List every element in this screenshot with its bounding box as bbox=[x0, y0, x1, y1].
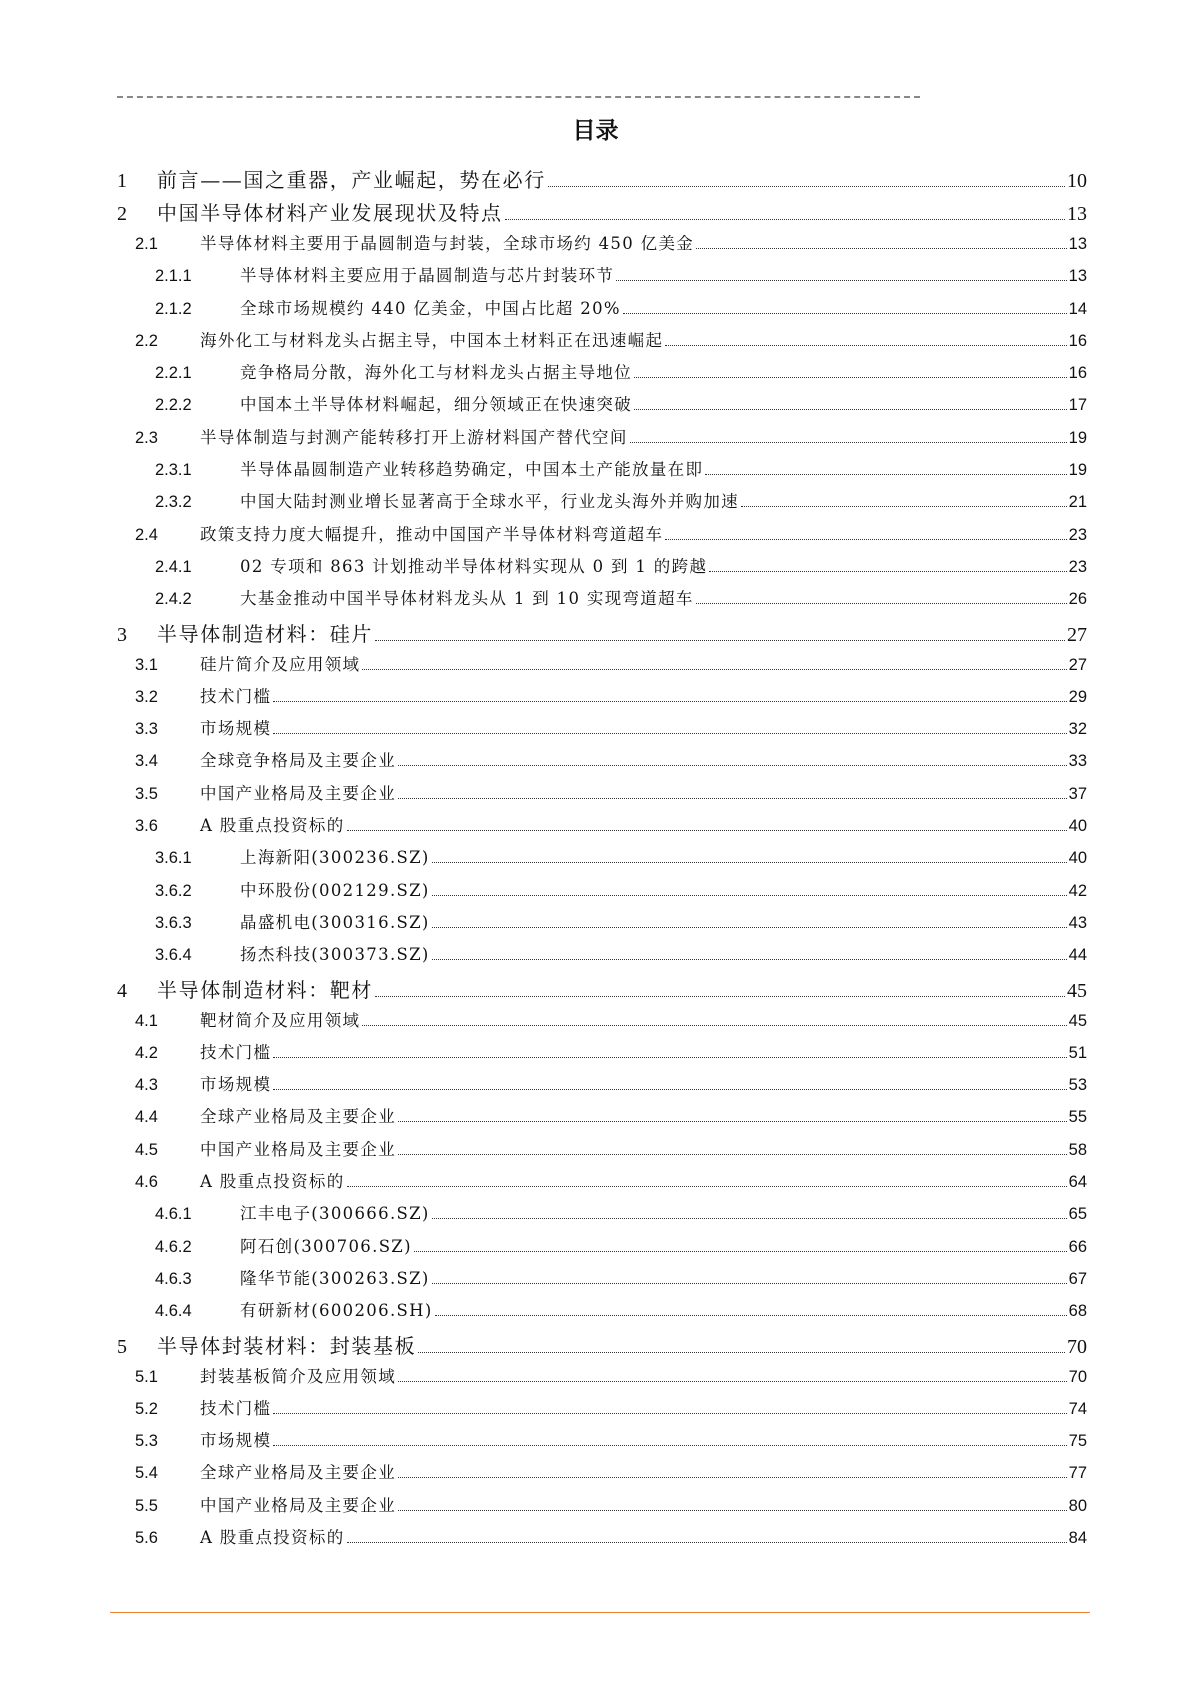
toc-entry-title: 大基金推动中国半导体材料龙头从 1 到 10 实现弯道超车 bbox=[240, 589, 694, 609]
toc-entry-title: 海外化工与材料龙头占据主导，中国本土材料正在迅速崛起 bbox=[200, 330, 664, 350]
toc-entry-title: 技术门槛 bbox=[200, 686, 272, 706]
toc-entry-number: 4.6.2 bbox=[155, 1237, 192, 1256]
toc-entry-number: 4.6 bbox=[135, 1173, 158, 1192]
toc-entry-title: 中环股份(002129.SZ) bbox=[240, 880, 430, 900]
toc-entry-title: 全球市场规模约 440 亿美金，中国占比超 20% bbox=[240, 298, 621, 318]
toc-dot-leader bbox=[362, 669, 1066, 670]
toc-entry-page: 42 bbox=[1068, 881, 1087, 900]
toc-entry-title: 中国产业格局及主要企业 bbox=[200, 1495, 397, 1515]
toc-entry-number: 2 bbox=[117, 203, 127, 225]
toc-entry-title: 全球产业格局及主要企业 bbox=[200, 1107, 397, 1127]
toc-entry[interactable] bbox=[117, 1363, 1087, 1395]
toc-entry-page: 17 bbox=[1068, 396, 1087, 415]
toc-entry-page: 19 bbox=[1068, 461, 1087, 480]
toc-entry-title: A 股重点投资标的 bbox=[200, 1527, 345, 1547]
toc-entry-number: 5.5 bbox=[135, 1496, 158, 1515]
toc-dot-leader bbox=[435, 1315, 1067, 1316]
toc-entry[interactable] bbox=[117, 780, 1087, 812]
toc-entry-number: 5.2 bbox=[135, 1399, 158, 1418]
toc-entry-number: 5.1 bbox=[135, 1367, 158, 1386]
toc-dot-leader bbox=[414, 1251, 1067, 1252]
toc-entry-page: 37 bbox=[1068, 784, 1087, 803]
toc-entry-number: 4.2 bbox=[135, 1043, 158, 1062]
toc-entry-title: 竞争格局分散，海外化工与材料龙头占据主导地位 bbox=[240, 363, 633, 383]
toc-entry[interactable] bbox=[117, 1103, 1087, 1135]
toc-entry-number: 4.3 bbox=[135, 1076, 158, 1095]
toc-entry[interactable] bbox=[117, 1459, 1087, 1491]
toc-entry-number: 5.3 bbox=[135, 1432, 158, 1451]
toc-entry-number: 2.3.2 bbox=[155, 493, 192, 512]
toc-entry-number: 3.6.3 bbox=[155, 913, 192, 932]
toc-entry-number: 2.1.1 bbox=[155, 267, 192, 286]
toc-entry[interactable] bbox=[117, 877, 1087, 909]
toc-entry[interactable] bbox=[117, 683, 1087, 715]
toc-entry-number: 2.3.1 bbox=[155, 461, 192, 480]
toc-entry-title: 阿石创(300706.SZ) bbox=[240, 1236, 412, 1256]
header-dashed-rule bbox=[117, 96, 920, 98]
toc-entry-title: 隆华节能(300263.SZ) bbox=[240, 1268, 430, 1288]
toc-entry-title: A 股重点投资标的 bbox=[200, 1172, 345, 1192]
toc-entry-title: 半导体制造材料：硅片 bbox=[157, 621, 373, 646]
toc-entry-page: 19 bbox=[1068, 428, 1087, 447]
toc-entry[interactable] bbox=[117, 1524, 1087, 1556]
toc-entry-title: 半导体材料主要用于晶圆制造与封装，全球市场约 450 亿美金 bbox=[200, 234, 695, 253]
toc-entry-page: 74 bbox=[1068, 1399, 1087, 1418]
toc-entry-title: 市场规模 bbox=[200, 1075, 272, 1095]
toc-entry-page: 40 bbox=[1068, 849, 1087, 868]
toc-dot-leader bbox=[273, 1057, 1066, 1058]
toc-entry-page: 65 bbox=[1068, 1205, 1087, 1224]
toc-entry-page: 43 bbox=[1068, 913, 1087, 932]
toc-entry-title: 半导体封装材料：封装基板 bbox=[157, 1333, 417, 1358]
table-of-contents bbox=[117, 164, 1087, 1556]
toc-entry-page: 45 bbox=[1067, 979, 1087, 1002]
toc-entry-page: 77 bbox=[1068, 1464, 1087, 1483]
toc-entry-title: 半导体制造与封测产能转移打开上游材料国产替代空间 bbox=[200, 427, 628, 447]
toc-entry-number: 2.4 bbox=[135, 525, 158, 544]
toc-entry-title: 半导体晶圆制造产业转移趋势确定，中国本土产能放量在即 bbox=[240, 460, 704, 480]
toc-entry-page: 67 bbox=[1068, 1269, 1087, 1288]
toc-dot-leader bbox=[375, 996, 1065, 997]
toc-entry-page: 13 bbox=[1068, 235, 1087, 253]
toc-dot-leader bbox=[709, 571, 1066, 572]
toc-entry-number: 3.1 bbox=[135, 655, 158, 674]
toc-entry[interactable] bbox=[117, 456, 1087, 488]
toc-entry[interactable] bbox=[117, 1071, 1087, 1103]
toc-entry-title: 中国半导体材料产业发展现状及特点 bbox=[157, 201, 503, 225]
toc-dot-leader bbox=[665, 539, 1066, 540]
toc-dot-leader bbox=[347, 830, 1067, 831]
toc-dot-leader bbox=[398, 1477, 1067, 1478]
toc-entry-title: 半导体材料主要应用于晶圆制造与芯片封装环节 bbox=[240, 266, 615, 286]
toc-entry-number: 4.6.4 bbox=[155, 1302, 192, 1321]
toc-dot-leader bbox=[696, 248, 1067, 249]
toc-dot-leader bbox=[398, 798, 1067, 799]
toc-entry-page: 45 bbox=[1068, 1011, 1087, 1030]
toc-dot-leader bbox=[398, 1510, 1067, 1511]
toc-dot-leader bbox=[362, 1025, 1066, 1026]
toc-entry-page: 68 bbox=[1068, 1302, 1087, 1321]
toc-dot-leader bbox=[634, 377, 1067, 378]
toc-entry-page: 23 bbox=[1068, 525, 1087, 544]
toc-entry-title: 市场规模 bbox=[200, 1431, 272, 1451]
toc-entry-page: 84 bbox=[1068, 1528, 1087, 1547]
toc-entry[interactable] bbox=[117, 488, 1087, 520]
toc-dot-leader bbox=[634, 409, 1067, 410]
toc-entry-number: 3.3 bbox=[135, 720, 158, 739]
toc-entry-number: 3.4 bbox=[135, 752, 158, 771]
toc-dot-leader bbox=[398, 1154, 1067, 1155]
toc-entry-page: 58 bbox=[1068, 1140, 1087, 1159]
toc-entry-page: 10 bbox=[1067, 170, 1087, 192]
toc-entry-title: 中国大陆封测业增长显著高于全球水平，行业龙头海外并购加速 bbox=[240, 492, 739, 512]
toc-entry[interactable] bbox=[117, 327, 1087, 359]
toc-entry[interactable] bbox=[117, 295, 1087, 327]
toc-entry[interactable] bbox=[117, 359, 1087, 391]
toc-entry-page: 27 bbox=[1068, 655, 1087, 674]
toc-entry-page: 13 bbox=[1067, 203, 1087, 225]
toc-entry-page: 55 bbox=[1068, 1108, 1087, 1127]
toc-entry-number: 2.1.2 bbox=[155, 299, 192, 318]
toc-entry[interactable] bbox=[117, 230, 1087, 262]
toc-entry-number: 4.1 bbox=[135, 1011, 158, 1030]
toc-dot-leader bbox=[623, 313, 1067, 314]
toc-entry-page: 29 bbox=[1068, 687, 1087, 706]
toc-entry-title: 全球产业格局及主要企业 bbox=[200, 1463, 397, 1483]
toc-dot-leader bbox=[432, 862, 1067, 863]
toc-entry-title: 上海新阳(300236.SZ) bbox=[240, 848, 430, 868]
toc-dot-leader bbox=[273, 733, 1066, 734]
toc-entry-page: 26 bbox=[1068, 590, 1087, 609]
toc-dot-leader bbox=[665, 345, 1066, 346]
toc-dot-leader bbox=[273, 1445, 1066, 1446]
toc-entry-number: 3.6.4 bbox=[155, 946, 192, 965]
toc-entry[interactable] bbox=[117, 715, 1087, 747]
toc-entry-page: 44 bbox=[1068, 946, 1087, 965]
page-title: 目录 bbox=[572, 117, 619, 144]
toc-entry-page: 64 bbox=[1068, 1173, 1087, 1192]
toc-entry-page: 23 bbox=[1068, 557, 1087, 576]
toc-dot-leader bbox=[347, 1186, 1067, 1187]
toc-dot-leader bbox=[347, 1542, 1067, 1543]
toc-entry[interactable] bbox=[117, 585, 1087, 617]
toc-entry[interactable] bbox=[117, 1136, 1087, 1168]
toc-entry-number: 2.2 bbox=[135, 331, 158, 350]
toc-entry-page: 53 bbox=[1068, 1076, 1087, 1095]
toc-entry-number: 4.6.1 bbox=[155, 1205, 192, 1224]
toc-entry[interactable] bbox=[117, 1168, 1087, 1200]
toc-entry[interactable] bbox=[117, 1200, 1087, 1232]
toc-dot-leader bbox=[696, 603, 1067, 604]
toc-entry-number: 2.2.1 bbox=[155, 364, 192, 383]
toc-entry[interactable] bbox=[117, 844, 1087, 876]
toc-entry-number: 4.4 bbox=[135, 1108, 158, 1127]
toc-entry[interactable] bbox=[117, 909, 1087, 941]
toc-entry-number: 3.5 bbox=[135, 784, 158, 803]
toc-entry-title: 江丰电子(300666.SZ) bbox=[240, 1204, 430, 1224]
toc-entry-page: 16 bbox=[1068, 331, 1087, 350]
toc-entry-title: 全球竞争格局及主要企业 bbox=[200, 751, 397, 771]
toc-entry[interactable] bbox=[117, 391, 1087, 423]
toc-entry[interactable] bbox=[117, 1265, 1087, 1297]
toc-entry-title: 靶材简介及应用领域 bbox=[200, 1010, 361, 1030]
toc-entry[interactable] bbox=[117, 262, 1087, 294]
toc-entry-title: 政策支持力度大幅提升，推动中国国产半导体材料弯道超车 bbox=[200, 524, 664, 544]
toc-entry[interactable] bbox=[117, 1039, 1087, 1071]
toc-entry-page: 66 bbox=[1068, 1237, 1087, 1256]
toc-dot-leader bbox=[705, 474, 1066, 475]
toc-entry-title: 半导体制造材料：靶材 bbox=[157, 977, 373, 1002]
toc-entry[interactable] bbox=[117, 747, 1087, 779]
toc-entry-page: 80 bbox=[1068, 1496, 1087, 1515]
toc-dot-leader bbox=[398, 1121, 1067, 1122]
toc-entry-page: 51 bbox=[1068, 1043, 1087, 1062]
toc-entry-title: 中国产业格局及主要企业 bbox=[200, 783, 397, 803]
toc-entry[interactable] bbox=[117, 812, 1087, 844]
toc-dot-leader bbox=[418, 1352, 1065, 1353]
toc-entry-page: 21 bbox=[1068, 493, 1087, 512]
toc-entry-number: 2.1 bbox=[135, 235, 158, 253]
toc-dot-leader bbox=[432, 927, 1067, 928]
toc-entry[interactable] bbox=[117, 1395, 1087, 1427]
toc-entry-number: 2.4.1 bbox=[155, 557, 192, 576]
toc-entry-title: 中国产业格局及主要企业 bbox=[200, 1139, 397, 1159]
toc-dot-leader bbox=[273, 1089, 1066, 1090]
toc-entry[interactable] bbox=[117, 1007, 1087, 1039]
toc-entry-page: 70 bbox=[1068, 1367, 1087, 1386]
toc-entry-number: 4.6.3 bbox=[155, 1269, 192, 1288]
toc-dot-leader bbox=[375, 640, 1065, 641]
toc-dot-leader bbox=[741, 506, 1067, 507]
toc-entry[interactable] bbox=[117, 941, 1087, 973]
toc-entry-number: 5 bbox=[117, 1335, 127, 1358]
toc-dot-leader bbox=[630, 442, 1067, 443]
toc-dot-leader bbox=[432, 895, 1067, 896]
toc-entry[interactable] bbox=[117, 1492, 1087, 1524]
toc-entry[interactable] bbox=[117, 553, 1087, 585]
toc-entry[interactable] bbox=[117, 1427, 1087, 1459]
toc-entry-number: 3.6 bbox=[135, 817, 158, 836]
toc-entry-number: 5.6 bbox=[135, 1528, 158, 1547]
toc-entry-title: A 股重点投资标的 bbox=[200, 816, 345, 836]
toc-entry-page: 40 bbox=[1068, 817, 1087, 836]
toc-dot-leader bbox=[432, 959, 1067, 960]
toc-entry[interactable] bbox=[117, 197, 1087, 230]
toc-dot-leader bbox=[616, 280, 1066, 281]
toc-entry[interactable] bbox=[117, 651, 1087, 683]
footer-rule bbox=[110, 1612, 1090, 1613]
toc-dot-leader bbox=[432, 1218, 1067, 1219]
toc-entry-title: 前言——国之重器，产业崛起，势在必行 bbox=[157, 168, 546, 192]
toc-entry[interactable] bbox=[117, 1233, 1087, 1265]
toc-entry[interactable] bbox=[117, 1297, 1087, 1329]
toc-entry-page: 32 bbox=[1068, 720, 1087, 739]
toc-entry-number: 2.4.2 bbox=[155, 590, 192, 609]
toc-entry-number: 3.6.2 bbox=[155, 881, 192, 900]
toc-dot-leader bbox=[398, 765, 1067, 766]
toc-entry-number: 4.5 bbox=[135, 1140, 158, 1159]
toc-entry-page: 13 bbox=[1068, 267, 1087, 286]
toc-entry-title: 扬杰科技(300373.SZ) bbox=[240, 945, 430, 965]
toc-entry[interactable] bbox=[117, 974, 1087, 1007]
toc-entry-number: 3.2 bbox=[135, 687, 158, 706]
toc-entry-number: 4 bbox=[117, 979, 127, 1002]
toc-entry-title: 有研新材(600206.SH) bbox=[240, 1301, 433, 1321]
toc-entry[interactable] bbox=[117, 164, 1087, 197]
toc-entry-number: 5.4 bbox=[135, 1464, 158, 1483]
toc-entry[interactable] bbox=[117, 521, 1087, 553]
toc-dot-leader bbox=[273, 701, 1066, 702]
toc-entry-page: 16 bbox=[1068, 364, 1087, 383]
toc-entry-page: 70 bbox=[1067, 1335, 1087, 1358]
toc-entry-title: 02 专项和 863 计划推动半导体材料实现从 0 到 1 的跨越 bbox=[240, 556, 708, 576]
toc-dot-leader bbox=[398, 1381, 1067, 1382]
toc-entry-number: 3 bbox=[117, 623, 127, 646]
toc-entry-title: 硅片简介及应用领域 bbox=[200, 654, 361, 674]
toc-entry-number: 2.2.2 bbox=[155, 396, 192, 415]
toc-dot-leader bbox=[273, 1413, 1066, 1414]
toc-entry-title: 晶盛机电(300316.SZ) bbox=[240, 912, 430, 932]
toc-entry-title: 中国本土半导体材料崛起，细分领域正在快速突破 bbox=[240, 395, 633, 415]
toc-entry-title: 封装基板简介及应用领域 bbox=[200, 1366, 397, 1386]
toc-entry[interactable] bbox=[117, 618, 1087, 651]
toc-entry-number: 3.6.1 bbox=[155, 849, 192, 868]
toc-entry-title: 市场规模 bbox=[200, 719, 272, 739]
toc-entry-number: 2.3 bbox=[135, 428, 158, 447]
toc-entry-title: 技术门槛 bbox=[200, 1042, 272, 1062]
toc-entry-page: 33 bbox=[1068, 752, 1087, 771]
toc-entry[interactable] bbox=[117, 1330, 1087, 1363]
toc-entry[interactable] bbox=[117, 424, 1087, 456]
toc-entry-title: 技术门槛 bbox=[200, 1398, 272, 1418]
toc-entry-page: 27 bbox=[1067, 623, 1087, 646]
toc-dot-leader bbox=[505, 219, 1065, 220]
toc-entry-page: 14 bbox=[1068, 299, 1087, 318]
toc-entry-number: 1 bbox=[117, 170, 127, 192]
toc-dot-leader bbox=[432, 1283, 1067, 1284]
toc-dot-leader bbox=[548, 186, 1065, 187]
toc-entry-page: 75 bbox=[1068, 1432, 1087, 1451]
